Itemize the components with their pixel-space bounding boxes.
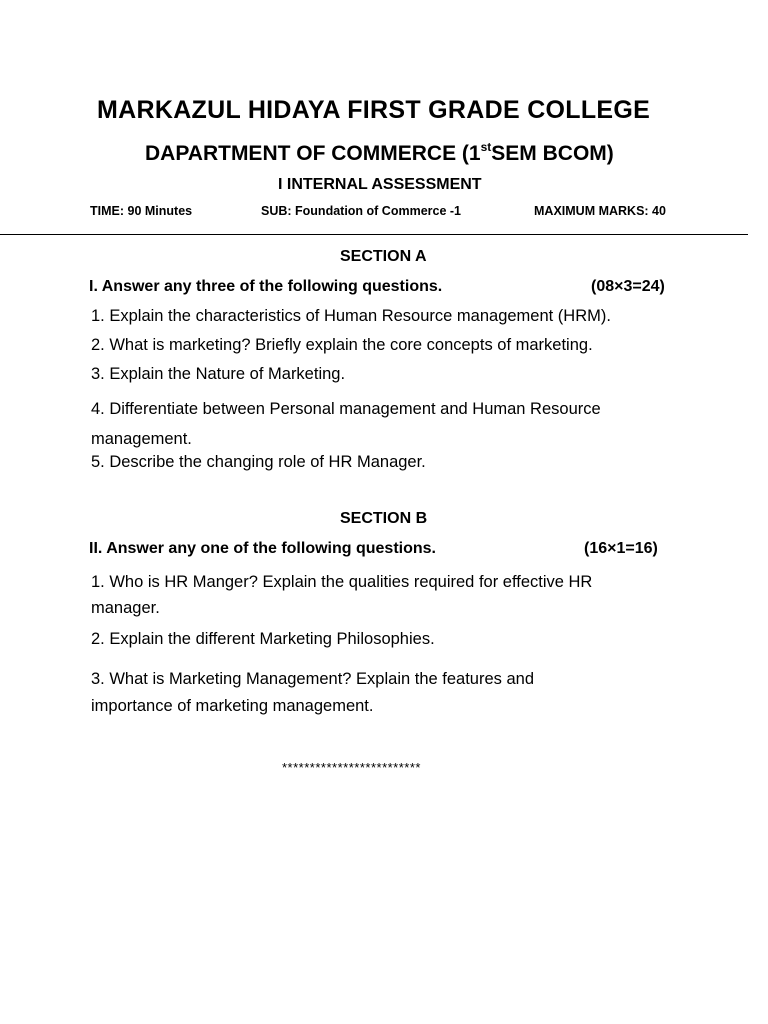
section-b-instruction: II. Answer any one of the following questions. [89,540,436,557]
exam-max-marks: MAXIMUM MARKS: 40 [534,204,666,218]
section-a-marks: (08×3=24) [591,278,665,295]
header-divider [0,234,748,235]
end-of-paper-stars: ************************* [282,760,421,775]
section-b-question: 2. Explain the different Marketing Philosophies. [91,630,435,648]
department-suffix: SEM BCOM) [491,142,614,165]
exam-subject: SUB: Foundation of Commerce -1 [261,204,462,218]
exam-time: TIME: 90 Minutes [90,204,193,218]
section-a-instruction: I. Answer any three of the following questions. [89,278,443,295]
department-title [145,140,614,166]
section-b-title: SECTION B [340,510,428,527]
college-name: MARKAZUL HIDAYA FIRST GRADE COLLEGE [97,96,651,124]
section-a-question: 5. Describe the changing role of HR Manager. [91,453,426,471]
department-prefix: DAPARTMENT OF COMMERCE (1 [145,142,481,165]
section-b-marks: (16×1=16) [584,540,658,557]
section-b-question: 3. What is Marketing Management? Explain the features and importance of marketing management. [91,670,534,715]
section-a-question: 1. Explain the characteristics of Human Resource management (HRM). [91,307,611,325]
department-superscript: st [480,140,492,154]
section-a-question: 3. Explain the Nature of Marketing. [91,365,346,383]
assessment-title: I INTERNAL ASSESSMENT [278,176,482,193]
section-a-question: 4. Differentiate between Personal management and Human Resource management. [91,400,601,448]
section-b-question: 1. Who is HR Manger? Explain the qualities required for effective HR manager. [91,573,593,617]
section-a-title: SECTION A [340,248,427,265]
section-a-question: 2. What is marketing? Briefly explain the core concepts of marketing. [91,336,593,354]
